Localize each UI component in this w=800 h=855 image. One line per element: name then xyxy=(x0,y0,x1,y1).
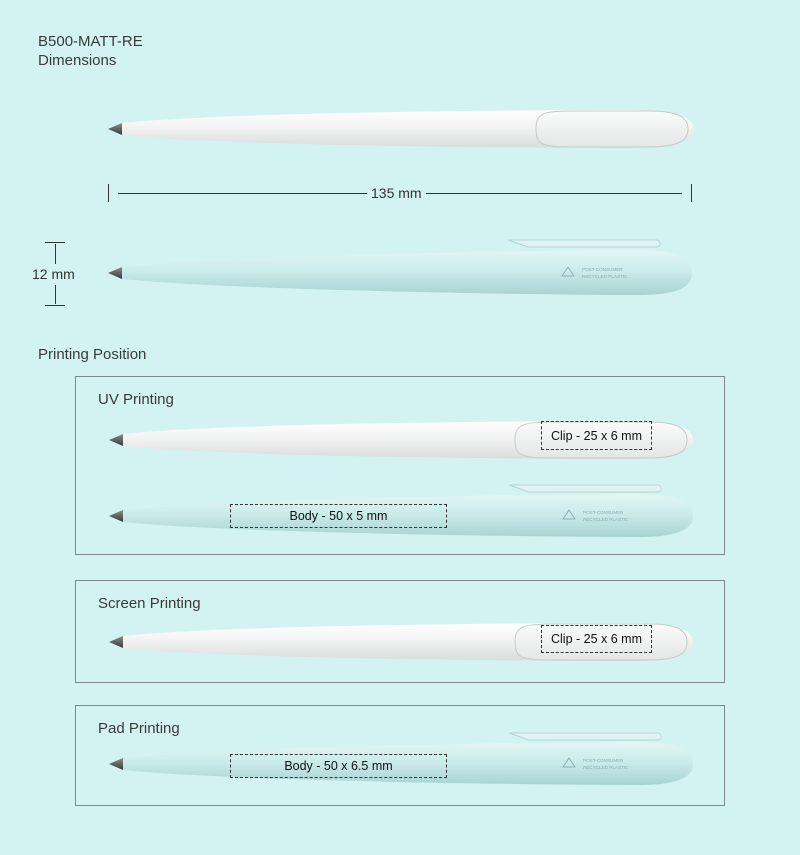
pen-print-line1: POST-CONSUMER xyxy=(583,510,624,515)
pen-print-line2: RECYCLED PLASTIC xyxy=(583,517,629,522)
uv-body-print-area xyxy=(230,504,447,528)
screen-printing-title: Screen Printing xyxy=(98,595,201,612)
uv-clip-print-area xyxy=(541,421,652,450)
pad-body-print-area xyxy=(230,754,447,778)
pad-body-label: Body - 50 x 6.5 mm xyxy=(284,759,393,773)
height-label: 12 mm xyxy=(32,266,75,282)
uv-printing-title: UV Printing xyxy=(98,391,174,408)
dimensions-heading: Dimensions xyxy=(38,52,117,69)
pen-print-line2: RECYCLED PLASTIC xyxy=(583,765,629,770)
product-model: B500-MATT-RE xyxy=(38,33,143,50)
length-label: 135 mm xyxy=(367,185,426,201)
height-dimension xyxy=(32,242,86,306)
pen-print-line2: RECYCLED PLASTIC xyxy=(582,274,628,279)
pad-printing-panel xyxy=(75,705,725,806)
pen-side-view xyxy=(108,238,698,298)
length-dimension xyxy=(108,182,692,204)
pen-print-line1: POST-CONSUMER xyxy=(583,758,624,763)
uv-printing-panel xyxy=(75,376,725,555)
uv-clip-label: Clip - 25 x 6 mm xyxy=(551,428,642,443)
pad-printing-title: Pad Printing xyxy=(98,720,180,737)
uv-body-label: Body - 50 x 5 mm xyxy=(289,509,388,523)
pen-print-line1: POST-CONSUMER xyxy=(582,267,623,272)
screen-printing-panel xyxy=(75,580,725,683)
printing-position-heading: Printing Position xyxy=(38,346,147,363)
screen-clip-label: Clip - 25 x 6 mm xyxy=(551,632,642,646)
pen-top-view xyxy=(108,104,698,154)
screen-clip-print-area xyxy=(541,625,652,653)
